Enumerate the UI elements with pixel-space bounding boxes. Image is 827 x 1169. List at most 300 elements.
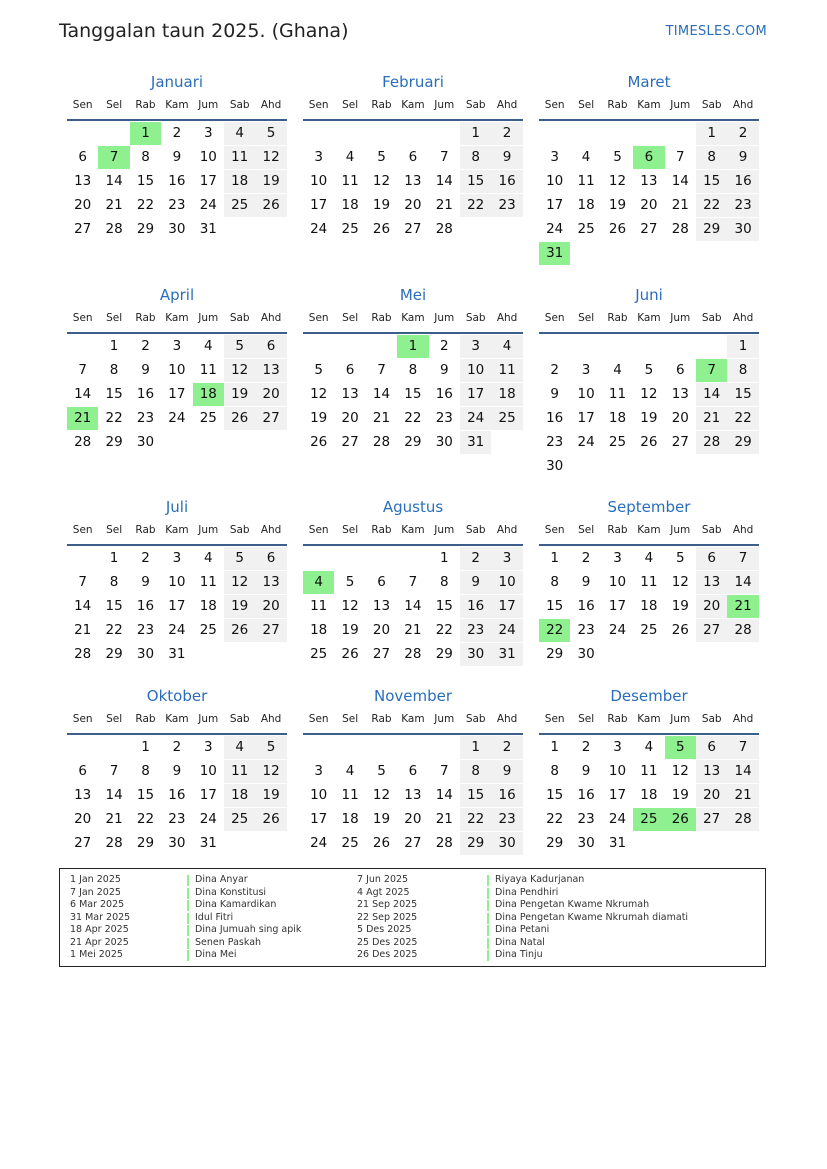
day-cell: 5 — [613, 149, 622, 165]
day-cell: 24 — [608, 811, 627, 827]
day-cell: 14 — [105, 173, 123, 189]
day-cell: 29 — [727, 431, 758, 454]
day-cell: 10 — [460, 359, 491, 382]
weekday-header: Jum — [434, 713, 455, 725]
day-cell: 15 — [696, 170, 727, 193]
weekday-header: Jum — [670, 713, 691, 725]
day-cell: 16 — [136, 598, 155, 614]
day-cell: 11 — [640, 763, 658, 779]
day-cell: 23 — [577, 811, 595, 827]
day-cell: 2 — [439, 338, 449, 354]
weekday-header: Ahd — [732, 524, 754, 536]
day-cell: 22 — [105, 410, 123, 426]
holiday-name: Dina Pendhiri — [495, 886, 559, 898]
day-cell: 5 — [224, 547, 255, 570]
day-cell: 25 — [577, 221, 595, 237]
day-cell: 27 — [696, 808, 727, 831]
day-cell: 9 — [172, 763, 182, 779]
day-cell: 7 — [439, 149, 449, 165]
day-cell: 2 — [581, 550, 591, 566]
day-cell: 7 — [439, 763, 449, 779]
day-cell: 19 — [255, 784, 286, 807]
day-cell: 18 — [224, 170, 255, 193]
day-cell: 28 — [105, 835, 123, 851]
day-cell: 30 — [136, 646, 155, 662]
day-cell: 7 — [727, 547, 758, 570]
day-cell: 23 — [577, 622, 595, 638]
weekday-header: Sab — [229, 312, 250, 324]
day-cell: 21 — [671, 197, 689, 213]
day-cell: 30 — [435, 434, 453, 450]
weekday-header: Sel — [342, 312, 359, 324]
day-cell: 28 — [727, 808, 758, 831]
day-cell: 27 — [640, 221, 658, 237]
day-cell: 14 — [404, 598, 422, 614]
day-cell: 17 — [310, 811, 328, 827]
weekday-header: Ahd — [496, 713, 518, 725]
day-cell: 12 — [255, 760, 286, 783]
weekday-header: Rab — [607, 99, 628, 111]
day-cell: 7 — [78, 362, 87, 378]
holiday-name: Senen Paskah — [195, 936, 262, 948]
day-cell: 16 — [435, 386, 453, 402]
day-cell: 10 — [168, 574, 186, 590]
holiday-name: Dina Pengetan Kwame Nkrumah diamati — [495, 911, 689, 923]
day-cell: 8 — [141, 763, 150, 779]
day-cell: 26 — [341, 646, 359, 662]
day-cell: 22 — [404, 410, 422, 426]
day-cell: 3 — [172, 550, 182, 566]
day-cell: 21 — [74, 622, 92, 638]
holiday-name: Dina Petani — [495, 924, 550, 935]
day-cell: 30 — [577, 646, 595, 662]
day-cell: 26 — [310, 434, 328, 450]
day-cell: 23 — [168, 811, 186, 827]
day-cell: 25 — [341, 835, 359, 851]
day-cell: 31 — [168, 646, 186, 662]
holiday-name: Dina Konstitusi — [195, 886, 267, 898]
day-cell: 12 — [224, 359, 255, 382]
weekday-header: Sel — [106, 312, 123, 324]
day-cell: 6 — [377, 574, 386, 590]
day-cell: 18 — [199, 598, 217, 614]
day-cell: 23 — [491, 808, 522, 831]
weekday-header: Sel — [578, 524, 595, 536]
day-cell: 8 — [727, 359, 758, 382]
day-cell: 13 — [74, 173, 92, 189]
day-cell: 30 — [727, 218, 758, 241]
day-cell: 8 — [109, 362, 119, 378]
day-cell: 1 — [727, 335, 758, 358]
weekday-header: Ahd — [732, 713, 754, 725]
day-cell: 19 — [671, 598, 689, 614]
day-cell: 2 — [172, 739, 182, 755]
day-cell: 31 — [491, 643, 522, 666]
day-cell: 22 — [460, 808, 491, 831]
weekday-header: Sel — [578, 312, 595, 324]
day-cell: 1 — [109, 550, 119, 566]
day-cell: 6 — [408, 149, 418, 165]
weekday-header: Ahd — [496, 312, 518, 324]
day-cell: 25 — [491, 407, 522, 430]
month-name: Oktober — [146, 687, 208, 705]
day-cell: 17 — [310, 197, 328, 213]
weekday-header: Kam — [401, 99, 425, 111]
day-cell: 11 — [199, 574, 217, 590]
day-cell: 30 — [168, 221, 186, 237]
day-cell: 16 — [168, 787, 186, 803]
day-cell: 19 — [640, 410, 658, 426]
weekday-header: Kam — [165, 312, 189, 324]
day-cell: 24 — [491, 619, 522, 642]
day-cell: 11 — [341, 787, 359, 803]
month-divider — [303, 119, 523, 121]
weekday-header: Sel — [342, 713, 359, 725]
day-cell: 6 — [408, 763, 418, 779]
weekday-header: Kam — [637, 312, 661, 324]
month-name: Mei — [399, 286, 427, 304]
day-cell: 4 — [203, 550, 213, 566]
day-cell: 27 — [74, 835, 92, 851]
month-name: Juli — [165, 498, 189, 516]
month-name: Desember — [610, 687, 688, 705]
month-name: Februari — [382, 73, 444, 91]
day-cell: 22 — [546, 811, 564, 827]
day-cell: 13 — [404, 173, 422, 189]
day-cell: 11 — [199, 362, 217, 378]
day-cell: 3 — [460, 335, 491, 358]
holiday-day-cell: 5 — [665, 736, 696, 759]
day-cell: 9 — [727, 146, 758, 169]
day-cell: 17 — [577, 410, 595, 426]
day-cell: 18 — [577, 197, 595, 213]
weekday-header: Kam — [637, 99, 661, 111]
day-cell: 7 — [727, 736, 758, 759]
holiday-day-cell: 7 — [98, 146, 129, 169]
day-cell: 8 — [141, 149, 150, 165]
weekday-header: Sel — [342, 524, 359, 536]
day-cell: 26 — [224, 619, 255, 642]
weekday-header: Sel — [578, 99, 595, 111]
day-cell: 9 — [491, 146, 522, 169]
day-cell: 20 — [74, 197, 92, 213]
day-cell: 17 — [168, 386, 186, 402]
day-cell: 14 — [74, 598, 92, 614]
day-cell: 23 — [435, 410, 453, 426]
day-cell: 11 — [310, 598, 328, 614]
day-cell: 24 — [168, 622, 186, 638]
weekday-header: Jum — [198, 713, 219, 725]
day-cell: 5 — [314, 362, 323, 378]
holiday-name: Dina Jumuah sing apik — [195, 924, 302, 935]
day-cell: 9 — [581, 763, 591, 779]
weekday-header: Sab — [701, 99, 722, 111]
day-cell: 17 — [168, 598, 186, 614]
day-cell: 26 — [255, 808, 286, 831]
holiday-marker — [487, 875, 489, 886]
weekday-header: Kam — [637, 524, 661, 536]
weekday-header: Rab — [135, 312, 156, 324]
day-cell: 19 — [372, 811, 391, 827]
day-cell: 4 — [644, 550, 654, 566]
day-cell: 12 — [224, 571, 255, 594]
month-name: November — [373, 687, 453, 705]
day-cell: 2 — [581, 739, 591, 755]
day-cell: 6 — [696, 736, 727, 759]
holiday-marker — [187, 875, 189, 886]
day-cell: 13 — [74, 787, 92, 803]
holiday-date: 26 Des 2025 — [357, 949, 418, 960]
day-cell: 3 — [613, 550, 622, 566]
day-cell: 27 — [372, 646, 391, 662]
day-cell: 6 — [255, 547, 286, 570]
day-cell: 19 — [310, 410, 328, 426]
day-cell: 11 — [224, 760, 255, 783]
day-cell: 16 — [460, 595, 491, 618]
day-cell: 9 — [141, 362, 150, 378]
day-cell: 16 — [577, 598, 595, 614]
weekday-header: Kam — [165, 713, 189, 725]
day-cell: 27 — [404, 835, 422, 851]
day-cell: 31 — [199, 835, 217, 851]
day-cell: 15 — [546, 787, 564, 803]
day-cell: 7 — [675, 149, 685, 165]
day-cell: 11 — [491, 359, 522, 382]
weekday-header: Sab — [465, 99, 486, 111]
day-cell: 8 — [460, 760, 491, 783]
day-cell: 12 — [372, 173, 391, 189]
weekday-header: Sel — [106, 524, 123, 536]
holiday-day-cell: 21 — [727, 595, 758, 618]
day-cell: 22 — [696, 194, 727, 217]
weekday-header: Sab — [229, 713, 250, 725]
holiday-marker — [187, 900, 189, 911]
day-cell: 27 — [696, 619, 727, 642]
day-cell: 6 — [78, 763, 87, 779]
day-cell: 5 — [644, 362, 654, 378]
day-cell: 8 — [696, 146, 727, 169]
day-cell: 14 — [74, 386, 92, 402]
weekday-header: Kam — [165, 524, 189, 536]
day-cell: 1 — [550, 739, 559, 755]
day-cell: 4 — [203, 338, 213, 354]
day-cell: 9 — [550, 386, 559, 402]
weekday-header: Jum — [670, 99, 691, 111]
day-cell: 19 — [224, 383, 255, 406]
weekday-header: Sen — [308, 312, 329, 324]
day-cell: 23 — [546, 434, 564, 450]
day-cell: 30 — [168, 835, 186, 851]
weekday-header: Sen — [544, 713, 565, 725]
day-cell: 18 — [491, 383, 522, 406]
day-cell: 23 — [168, 197, 186, 213]
day-cell: 1 — [141, 739, 150, 755]
month-divider — [303, 733, 523, 735]
weekday-header: Ahd — [260, 99, 282, 111]
holiday-name: Dina Pengetan Kwame Nkrumah — [495, 899, 650, 910]
day-cell: 8 — [550, 763, 559, 779]
day-cell: 30 — [546, 458, 564, 474]
weekday-header: Sel — [106, 99, 123, 111]
day-cell: 2 — [172, 125, 182, 141]
weekday-header: Sab — [465, 312, 486, 324]
day-cell: 1 — [439, 550, 449, 566]
weekday-header: Rab — [371, 524, 392, 536]
day-cell: 18 — [640, 598, 658, 614]
holiday-day-cell: 4 — [303, 571, 334, 594]
day-cell: 12 — [671, 574, 689, 590]
day-cell: 28 — [671, 221, 689, 237]
holiday-date: 7 Jun 2025 — [357, 874, 409, 885]
day-cell: 8 — [550, 574, 559, 590]
weekday-header: Sel — [342, 99, 359, 111]
day-cell: 3 — [314, 149, 323, 165]
day-cell: 17 — [608, 787, 627, 803]
day-cell: 2 — [491, 122, 522, 145]
day-cell: 1 — [460, 736, 491, 759]
holiday-name: Dina Tinju — [495, 949, 543, 960]
day-cell: 26 — [372, 835, 391, 851]
day-cell: 29 — [460, 832, 491, 855]
month-divider — [67, 332, 287, 334]
day-cell: 2 — [141, 550, 150, 566]
day-cell: 17 — [199, 787, 217, 803]
holiday-marker — [187, 950, 189, 961]
holiday-day-cell: 25 — [633, 808, 664, 831]
day-cell: 13 — [255, 571, 286, 594]
day-cell: 8 — [408, 362, 418, 378]
holiday-day-cell: 22 — [539, 619, 570, 642]
day-cell: 28 — [435, 221, 453, 237]
holiday-marker — [187, 925, 189, 936]
day-cell: 9 — [460, 571, 491, 594]
day-cell: 25 — [341, 221, 359, 237]
day-cell: 17 — [460, 383, 491, 406]
day-cell: 9 — [172, 149, 182, 165]
day-cell: 11 — [341, 173, 359, 189]
holiday-day-cell: 18 — [193, 383, 224, 406]
day-cell: 24 — [310, 221, 328, 237]
day-cell: 23 — [460, 619, 491, 642]
weekday-header: Sen — [544, 312, 565, 324]
day-cell: 29 — [546, 646, 564, 662]
day-cell: 21 — [435, 811, 453, 827]
weekday-header: Sab — [465, 524, 486, 536]
day-cell: 21 — [696, 407, 727, 430]
day-cell: 23 — [136, 622, 155, 638]
day-cell: 13 — [255, 359, 286, 382]
weekday-header: Rab — [135, 524, 156, 536]
page-title: Tanggalan taun 2025. (Ghana) — [59, 20, 349, 42]
brand-link[interactable]: TIMESLES.COM — [665, 24, 767, 39]
weekday-header: Jum — [670, 524, 691, 536]
holiday-marker — [487, 925, 489, 936]
day-cell: 2 — [491, 736, 522, 759]
month-name: September — [607, 498, 691, 516]
day-cell: 16 — [491, 170, 522, 193]
day-cell: 15 — [105, 386, 123, 402]
weekday-header: Kam — [165, 99, 189, 111]
day-cell: 17 — [491, 595, 522, 618]
day-cell: 4 — [224, 736, 255, 759]
weekday-header: Sen — [544, 99, 565, 111]
day-cell: 14 — [696, 383, 727, 406]
day-cell: 14 — [727, 760, 758, 783]
day-cell: 18 — [310, 622, 328, 638]
day-cell: 26 — [224, 407, 255, 430]
day-cell: 12 — [608, 173, 627, 189]
day-cell: 4 — [613, 362, 622, 378]
day-cell: 14 — [435, 787, 453, 803]
holiday-marker — [487, 913, 489, 924]
holiday-date: 21 Sep 2025 — [357, 899, 418, 910]
month-divider — [67, 119, 287, 121]
day-cell: 15 — [105, 598, 123, 614]
weekday-header: Rab — [607, 713, 628, 725]
day-cell: 10 — [168, 362, 186, 378]
day-cell: 13 — [372, 598, 391, 614]
day-cell: 30 — [491, 832, 522, 855]
weekday-header: Sab — [701, 524, 722, 536]
day-cell: 29 — [546, 835, 564, 851]
weekday-header: Kam — [401, 713, 425, 725]
day-cell: 4 — [224, 122, 255, 145]
holiday-day-cell: 31 — [539, 242, 570, 265]
weekday-header: Jum — [434, 312, 455, 324]
weekday-header: Jum — [198, 312, 219, 324]
day-cell: 4 — [644, 739, 654, 755]
day-cell: 6 — [696, 547, 727, 570]
weekday-header: Jum — [434, 99, 455, 111]
weekday-header: Sel — [578, 713, 595, 725]
day-cell: 14 — [671, 173, 689, 189]
day-cell: 5 — [377, 763, 386, 779]
day-cell: 28 — [727, 619, 758, 642]
day-cell: 23 — [727, 194, 758, 217]
day-cell: 20 — [696, 595, 727, 618]
holiday-legend — [59, 868, 766, 967]
day-cell: 31 — [199, 221, 217, 237]
day-cell: 29 — [136, 835, 155, 851]
day-cell: 18 — [224, 784, 255, 807]
weekday-header: Sab — [465, 713, 486, 725]
day-cell: 21 — [727, 784, 758, 807]
holiday-marker — [487, 888, 489, 899]
day-cell: 12 — [255, 146, 286, 169]
day-cell: 23 — [136, 410, 155, 426]
weekday-header: Rab — [607, 312, 628, 324]
day-cell: 25 — [199, 622, 217, 638]
weekday-header: Sel — [106, 713, 123, 725]
day-cell: 16 — [168, 173, 186, 189]
day-cell: 1 — [550, 550, 559, 566]
day-cell: 8 — [109, 574, 119, 590]
month-divider — [539, 544, 759, 546]
day-cell: 3 — [203, 125, 213, 141]
day-cell: 4 — [581, 149, 591, 165]
day-cell: 12 — [640, 386, 658, 402]
day-cell: 7 — [408, 574, 418, 590]
holiday-name: Dina Mei — [195, 949, 237, 960]
day-cell: 13 — [671, 386, 689, 402]
day-cell: 1 — [109, 338, 119, 354]
day-cell: 10 — [310, 787, 328, 803]
day-cell: 14 — [372, 386, 391, 402]
weekday-header: Ahd — [496, 99, 518, 111]
day-cell: 16 — [491, 784, 522, 807]
holiday-marker — [487, 900, 489, 911]
weekday-header: Ahd — [260, 312, 282, 324]
